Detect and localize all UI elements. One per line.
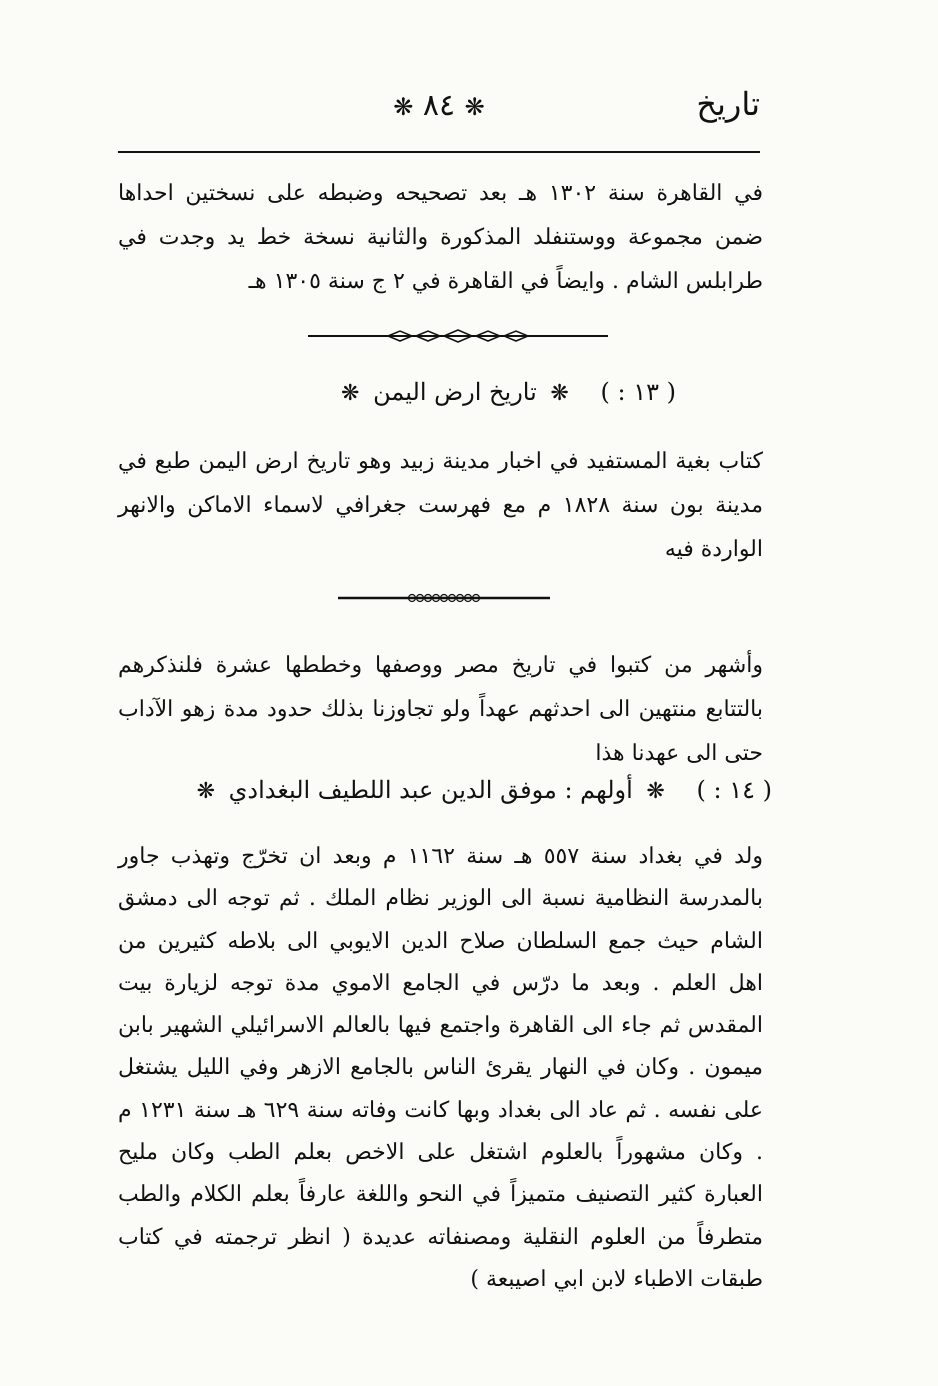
section-number: ( ١٣ : ) <box>600 378 676 406</box>
ornament-icon: ❋ <box>393 93 414 121</box>
paragraph-intro: وأشهر من كتبوا في تاريخ مصر ووصفها وخططها عشرة فلنذكرهم بالتتابع منتهين الى احدثهم عهداً ولو تجاوزنا بذلك حدود مدة زهو الآداب حتى الى عهدنا هذا <box>118 653 763 766</box>
header-rule <box>118 151 760 153</box>
section-number: ( ١٤ : ) <box>696 776 772 804</box>
page-number-text: ٨٤ <box>422 88 456 123</box>
ornament-icon: ❋ <box>196 779 215 804</box>
paragraph-continuation: في القاهرة سنة ١٣٠٢ هـ بعد تصحيحه وضبطه على نسختين احداها ضمن مجموعة ووستنفلد المذكورة والثانية نسخة خط يد وجدت في طرابلس الشام . وايضاً في القاهرة في ٢ ج سنة ١٣٠٥ هـ <box>118 181 763 294</box>
paragraph-section-13: كتاب بغية المستفيد في اخبار مدينة زبيد وهو تاريخ ارض اليمن طبع في مدينة بون سنة ١٨٢٨ م مع فهرست جغرافي لاسماء الاماكن والانهر الواردة فيه <box>118 449 763 562</box>
ornamental-divider <box>308 326 608 346</box>
section-heading-14 <box>191 770 772 812</box>
section-heading-13 <box>335 372 676 414</box>
ornament-icon: ❋ <box>550 381 569 406</box>
running-head <box>118 80 760 140</box>
running-title: تاريخ <box>696 85 760 123</box>
page-number <box>380 86 498 127</box>
ornament-icon: ❋ <box>646 779 665 804</box>
ornamental-divider <box>338 588 550 608</box>
paragraph-section-14: ولد في بغداد سنة ٥٥٧ هـ سنة ١١٦٢ م وبعد ان تخرّج وتهذب جاور بالمدرسة النظامية نسبة الى الوزير نظام الملك . ثم توجه الى دمشق الشام حيث جمع السلطان صلاح الدين الايوبي الى بلاطه كثيرين من اهل العلم . وبعد ما درّس في الجامع الاموي مدة توجه لزيارة بيت المقدس ثم جاء الى القاهرة واجتمع فيها بالعالم الاسرائيلي الشهير بابن ميمون . وكان في النهار يقرئ الناس بالجامع الازهر وفي الليل يشتغل على نفسه . ثم عاد الى بغداد وبها كانت وفاته سنة ٦٢٩ هـ سنة ١٢٣١ م . وكان مشهوراً بالعلوم اشتغل على الاخص بعلم الطب وكان مليح العبارة كثير التصنيف متميزاً في النحو واللغة عارفاً بعلم الكلام والطب متطرفاً من العلوم النقلية ومصنفاته عديدة ( انظر ترجمته في كتاب طبقات الاطباء لابن ابي اصيبعة ) <box>118 844 763 1292</box>
ornament-icon: ❋ <box>464 93 485 121</box>
section-title: تاريخ ارض اليمن <box>373 378 537 406</box>
ornament-icon: ❋ <box>341 381 360 406</box>
section-title: أولهم : موفق الدين عبد اللطيف البغدادي <box>228 776 633 804</box>
